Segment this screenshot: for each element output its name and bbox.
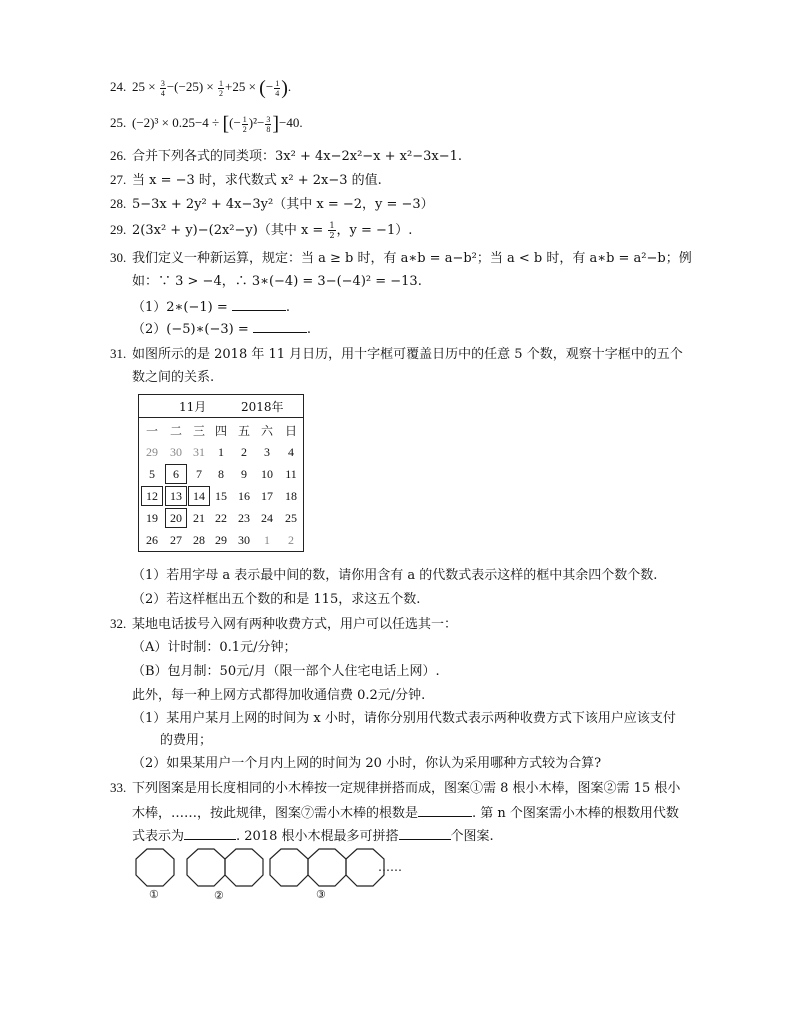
calendar-day: 7 <box>196 467 202 481</box>
question-33-line2: 木棒，……，按此规律，图案⑦需小木棒的根数是 . 第 n 个图案需小木棒的根数用代数 <box>132 802 679 824</box>
calendar-day: 15 <box>215 489 227 503</box>
calendar-day: 1 <box>218 445 224 459</box>
question-30-sub2: （2）(−5)∗(−3) = . <box>132 318 311 340</box>
question-number: 26. <box>110 148 127 163</box>
question-number: 31. <box>110 346 127 361</box>
question-33-line3: 式表示为 . 2018 根小木棍最多可拼搭 个图案. <box>132 825 494 847</box>
question-number: 28. <box>110 196 127 211</box>
calendar-day: 25 <box>285 511 297 525</box>
calendar-weekday: 五 <box>237 424 250 438</box>
question-number: 27. <box>110 172 127 187</box>
answer-blank[interactable] <box>184 825 236 840</box>
calendar-day: 16 <box>238 489 250 503</box>
calendar-day: 29 <box>146 445 158 459</box>
calendar-weekday: 六 <box>260 424 273 438</box>
answer-blank[interactable] <box>399 825 451 840</box>
octagon-figures <box>130 844 430 904</box>
question-number: 30. <box>110 250 127 265</box>
calendar-day: 4 <box>288 445 294 459</box>
question-number: 24. <box>110 79 127 94</box>
calendar-day: 30 <box>170 445 182 459</box>
question-31: 31. 如图所示的是 2018 年 11 月日历，用十字框可覆盖日历中的任意 5 个数，观察十字框中的五个 <box>110 346 683 362</box>
calendar-day: 21 <box>193 511 205 525</box>
calendar-weekday: 二 <box>169 424 182 438</box>
question-30-sub1: （1）2∗(−1) = . <box>132 296 290 318</box>
octagon-figure-3b <box>308 849 346 886</box>
question-32-sub1-cont: 的费用； <box>160 733 213 748</box>
question-29: 29. 2(3x² + y)−(2x²−y)（其中 x = $\frac{1}{2}$ ，y = −1）. <box>110 221 413 240</box>
question-number: 33. <box>110 780 127 795</box>
question-31-line2: 数之间的关系. <box>132 370 215 385</box>
calendar-day: 11 <box>285 467 297 481</box>
calendar-day: 2 <box>241 445 247 459</box>
question-26: 26. 合并下列各式的同类项：3x² + 4x−2x²−x + x²−3x−1. <box>110 148 462 164</box>
octagon-figures-svg <box>130 844 430 904</box>
question-32-option-b: （B）包月制：50元/月（限一部个人住宅电话上网）. <box>132 664 440 679</box>
answer-blank[interactable] <box>253 318 307 333</box>
calendar-day: 17 <box>261 489 273 503</box>
octagon-figure-1 <box>136 849 174 886</box>
calendar-day: 24 <box>261 511 273 525</box>
octagon-figure-2b <box>225 849 263 886</box>
figure-label-3: ③ <box>316 888 326 901</box>
calendar-day: 31 <box>193 445 205 459</box>
calendar-day-cross-frame: 20 <box>165 508 187 528</box>
calendar-month: 11月 <box>179 400 207 414</box>
answer-blank[interactable] <box>418 802 472 817</box>
calendar <box>138 394 304 552</box>
calendar-day: 29 <box>215 533 227 547</box>
question-31-sub2: （2）若这样框出五个数的和是 115，求这五个数. <box>132 592 421 607</box>
calendar-weekday: 四 <box>214 424 227 438</box>
question-27: 27. 当 x = −3 时，求代数式 x² + 2x−3 的值. <box>110 172 382 188</box>
calendar-day: 9 <box>241 467 247 481</box>
question-32-sub2: （2）如果某用户一个月内上网的时间为 20 小时，你认为采用哪种方式较为合算? <box>132 756 602 771</box>
calendar-day: 8 <box>218 467 224 481</box>
octagon-figure-2a <box>187 849 225 886</box>
calendar-day: 23 <box>238 511 250 525</box>
calendar-day: 27 <box>170 533 182 547</box>
figure-ellipsis: …… <box>378 860 402 874</box>
question-24: 24. 25 × $\frac{3}{4}$ −(−25) × $\frac{1}{2}$ +25 × (− $\frac{1}{4}$ ). <box>110 77 292 99</box>
calendar-year: 2018年 <box>241 400 284 414</box>
calendar-day-cross-frame: 14 <box>188 486 210 506</box>
calendar-day: 3 <box>264 445 270 459</box>
calendar-day: 26 <box>146 533 158 547</box>
calendar-day: 10 <box>261 467 273 481</box>
calendar-day: 30 <box>238 533 250 547</box>
question-32-sub1: （1）某用户某月上网的时间为 x 小时，请你分别用代数式表示两种收费方式下该用户应该支付 <box>132 711 676 726</box>
question-30: 30. 我们定义一种新运算，规定：当 a ≥ b 时，有 a∗b = a−b²；当 a < b 时，有 a∗b = a²−b；例 <box>110 250 692 266</box>
calendar-day: 2 <box>288 533 294 547</box>
question-number: 25. <box>110 115 127 130</box>
figure-label-1: ① <box>149 888 159 901</box>
question-32-option-a: （A）计时制：0.1元/分钟； <box>132 640 297 655</box>
question-33: 33. 下列图案是用长度相同的小木棒按一定规律拼搭而成，图案①需 8 根小木棒，图案②需 15 根小 <box>110 780 681 796</box>
question-31-sub1: （1）若用字母 a 表示最中间的数，请你用含有 a 的代数式表示这样的框中其余四个数个数. <box>132 568 658 583</box>
calendar-day-cross-frame: 13 <box>165 486 187 506</box>
calendar-day-cross-frame: 6 <box>165 464 187 484</box>
calendar-header <box>139 395 303 418</box>
question-number: 29. <box>110 222 127 237</box>
calendar-day: 18 <box>285 489 297 503</box>
calendar-weekday: 一 <box>145 424 158 438</box>
question-32: 32. 某地电话拔号入网有两种收费方式，用户可以任选其一： <box>110 616 458 632</box>
answer-blank[interactable] <box>232 296 286 311</box>
calendar-day: 22 <box>215 511 227 525</box>
question-32-extra: 此外，每一种上网方式都得加收通信费 0.2元/分钟. <box>132 688 426 703</box>
question-30-line2: 如：∵ 3 > −4，∴ 3∗(−4) = 3−(−4)² = −13. <box>132 274 422 289</box>
octagon-figure-3a <box>270 849 308 886</box>
calendar-weekday: 三 <box>192 424 205 438</box>
question-28: 28. 5−3x + 2y² + 4x−3y²（其中 x = −2，y = −3） <box>110 196 434 212</box>
calendar-day: 28 <box>193 533 205 547</box>
calendar-day: 1 <box>264 533 270 547</box>
figure-label-2: ② <box>214 889 224 902</box>
calendar-day-cross-frame: 12 <box>141 486 163 506</box>
question-25: 25. (−2)³ × 0.25−4 ÷ [(− $\frac{1}{2}$ )²− $\frac{3}{8}$ ]−40. <box>110 113 303 135</box>
calendar-weekday: 日 <box>284 424 297 438</box>
question-number: 32. <box>110 616 127 631</box>
calendar-day: 5 <box>149 467 155 481</box>
calendar-day: 19 <box>146 511 158 525</box>
